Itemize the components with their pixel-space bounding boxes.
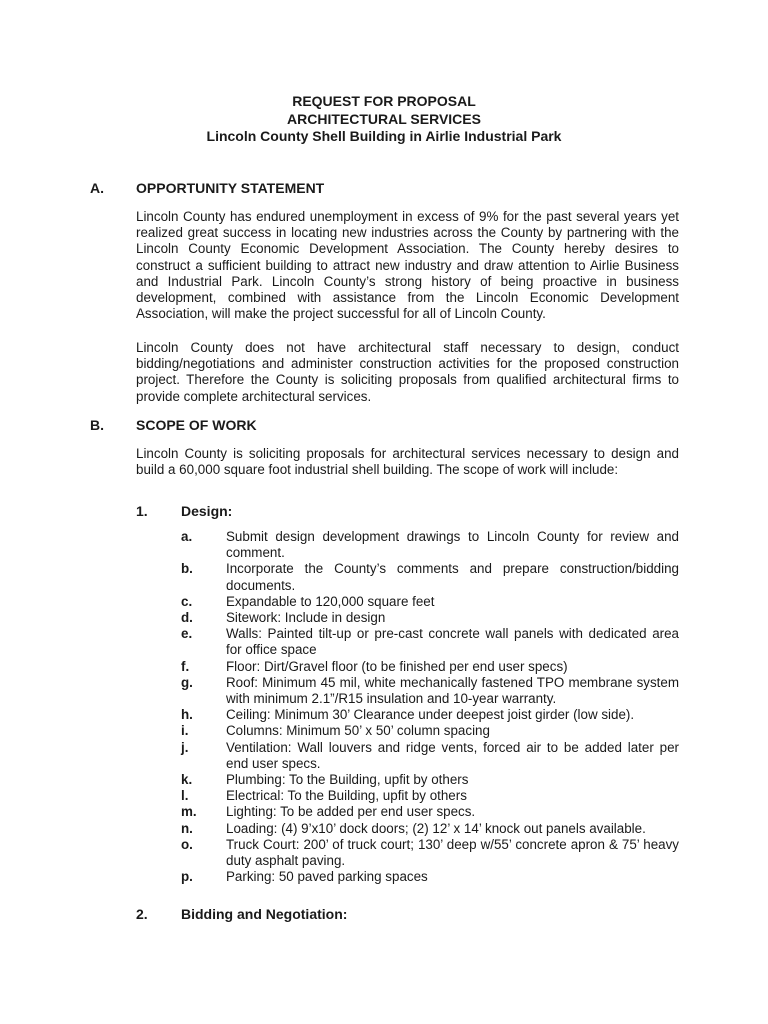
design-item-label: m. [181,804,197,820]
design-list-item [181,561,679,593]
section-b-title: SCOPE OF WORK [136,417,257,433]
section-a-title: OPPORTUNITY STATEMENT [136,180,325,196]
design-list-item [181,837,679,869]
design-item-text: Floor: Dirt/Gravel floor (to be finished per end user specs) [226,658,568,674]
title-line-2: ARCHITECTURAL SERVICES [287,110,481,127]
design-title: Design: [181,503,233,519]
title-line-3: Lincoln County Shell Building in Airlie Industrial Park [206,128,562,144]
design-list-item [181,659,679,675]
design-item-text: Incorporate the County’s comments and prepare construction/bidding documents. [226,561,679,593]
design-list-item [181,529,679,561]
design-item-text: Ceiling: Minimum 30’ Clearance under deepest joist girder (low side). [226,707,635,723]
design-list-item [181,626,679,658]
bidding-number: 2. [136,906,148,922]
design-item-text: Electrical: To the Building, upfit by others [226,788,467,804]
design-item-label: o. [181,836,193,852]
bidding-title: Bidding and Negotiation: [181,906,348,922]
design-list-item [181,788,679,804]
design-item-label: h. [181,707,193,723]
design-item-text: Walls: Painted tilt-up or pre-cast concrete wall panels with dedicated area for office space [226,626,679,658]
design-item-label: e. [181,626,193,642]
design-item-text: Truck Court: 200’ of truck court; 130’ deep w/55’ concrete apron & 75’ heavy duty asphalt paving. [226,836,679,869]
design-item-label: c. [181,593,193,609]
design-item-text: Sitework: Include in design [226,610,386,626]
design-item-text: Roof: Minimum 45 mil, white mechanically fastened TPO membrane system with minimum 2.1”/R15 insulation and 10-year warranty. [226,674,679,707]
design-item-text: Expandable to 120,000 square feet [226,593,435,609]
design-item-label: f. [181,658,190,674]
section-a-heading [90,180,324,196]
design-item-text: Lighting: To be added per end user specs. [226,804,476,820]
design-list-item [181,723,679,739]
design-item-label: j. [181,739,189,755]
design-item-label: g. [181,674,193,690]
design-list-item [181,772,679,788]
document-title [0,93,768,146]
design-item-label: p. [181,869,193,885]
section-b-paragraph-1: Lincoln County is soliciting proposals for architectural services necessary to design and build a 60,000 square foot industrial shell building. The scope of work will include: [136,446,679,478]
design-item-label: l. [181,788,189,804]
design-item-text: Submit design development drawings to Lincoln County for review and comment. [226,529,679,561]
design-list-item [181,675,679,707]
section-b-heading [90,417,257,433]
title-line-1: REQUEST FOR PROPOSAL [292,93,476,109]
design-item-text: Columns: Minimum 50’ x 50’ column spacing [226,723,490,739]
design-list-item [181,610,679,626]
design-subheading [136,503,232,519]
design-list-item [181,740,679,772]
design-item-text: Ventilation: Wall louvers and ridge vents, forced air to be added later per end user specs. [226,739,679,771]
design-item-text: Loading: (4) 9’x10’ dock doors; (2) 12’ x 14’ knock out panels available. [226,820,646,836]
design-item-text: Parking: 50 paved parking spaces [226,869,428,885]
design-item-label: i. [181,723,189,739]
bidding-subheading [136,906,347,922]
design-item-text: Plumbing: To the Building, upfit by others [226,772,469,788]
section-a-paragraph-1: Lincoln County has endured unemployment in excess of 9% for the past several years yet realized great success in locating new industries across the County by partnering with the Lincoln County Economic Development Association. The County hereby desires to construct a sufficient building to attract new industry and draw attention to Airlie Business and Industrial Park. Lincoln County’s strong history of being proactive in business development, combined with assistance from the Lincoln Economic Development Association, will make the project successful for all of Lincoln County. [136,209,679,322]
design-item-label: a. [181,529,193,544]
section-a-letter: A. [90,180,104,196]
design-list-item [181,594,679,610]
design-number: 1. [136,503,148,519]
design-item-label: n. [181,820,193,836]
design-list-item [181,804,679,820]
section-a-paragraph-2: Lincoln County does not have architectural staff necessary to design, conduct bidding/negotiations and administer construction activities for the proposed construction project. Therefore the County is soliciting proposals from qualified architectural firms to provide complete architectural services. [136,340,679,404]
section-b-letter: B. [90,417,104,433]
design-item-label: d. [181,610,193,626]
design-list-item [181,821,679,837]
design-item-list [181,529,679,885]
design-item-label: b. [181,561,193,577]
design-list-item [181,869,679,885]
design-list-item [181,707,679,723]
design-item-label: k. [181,772,193,788]
